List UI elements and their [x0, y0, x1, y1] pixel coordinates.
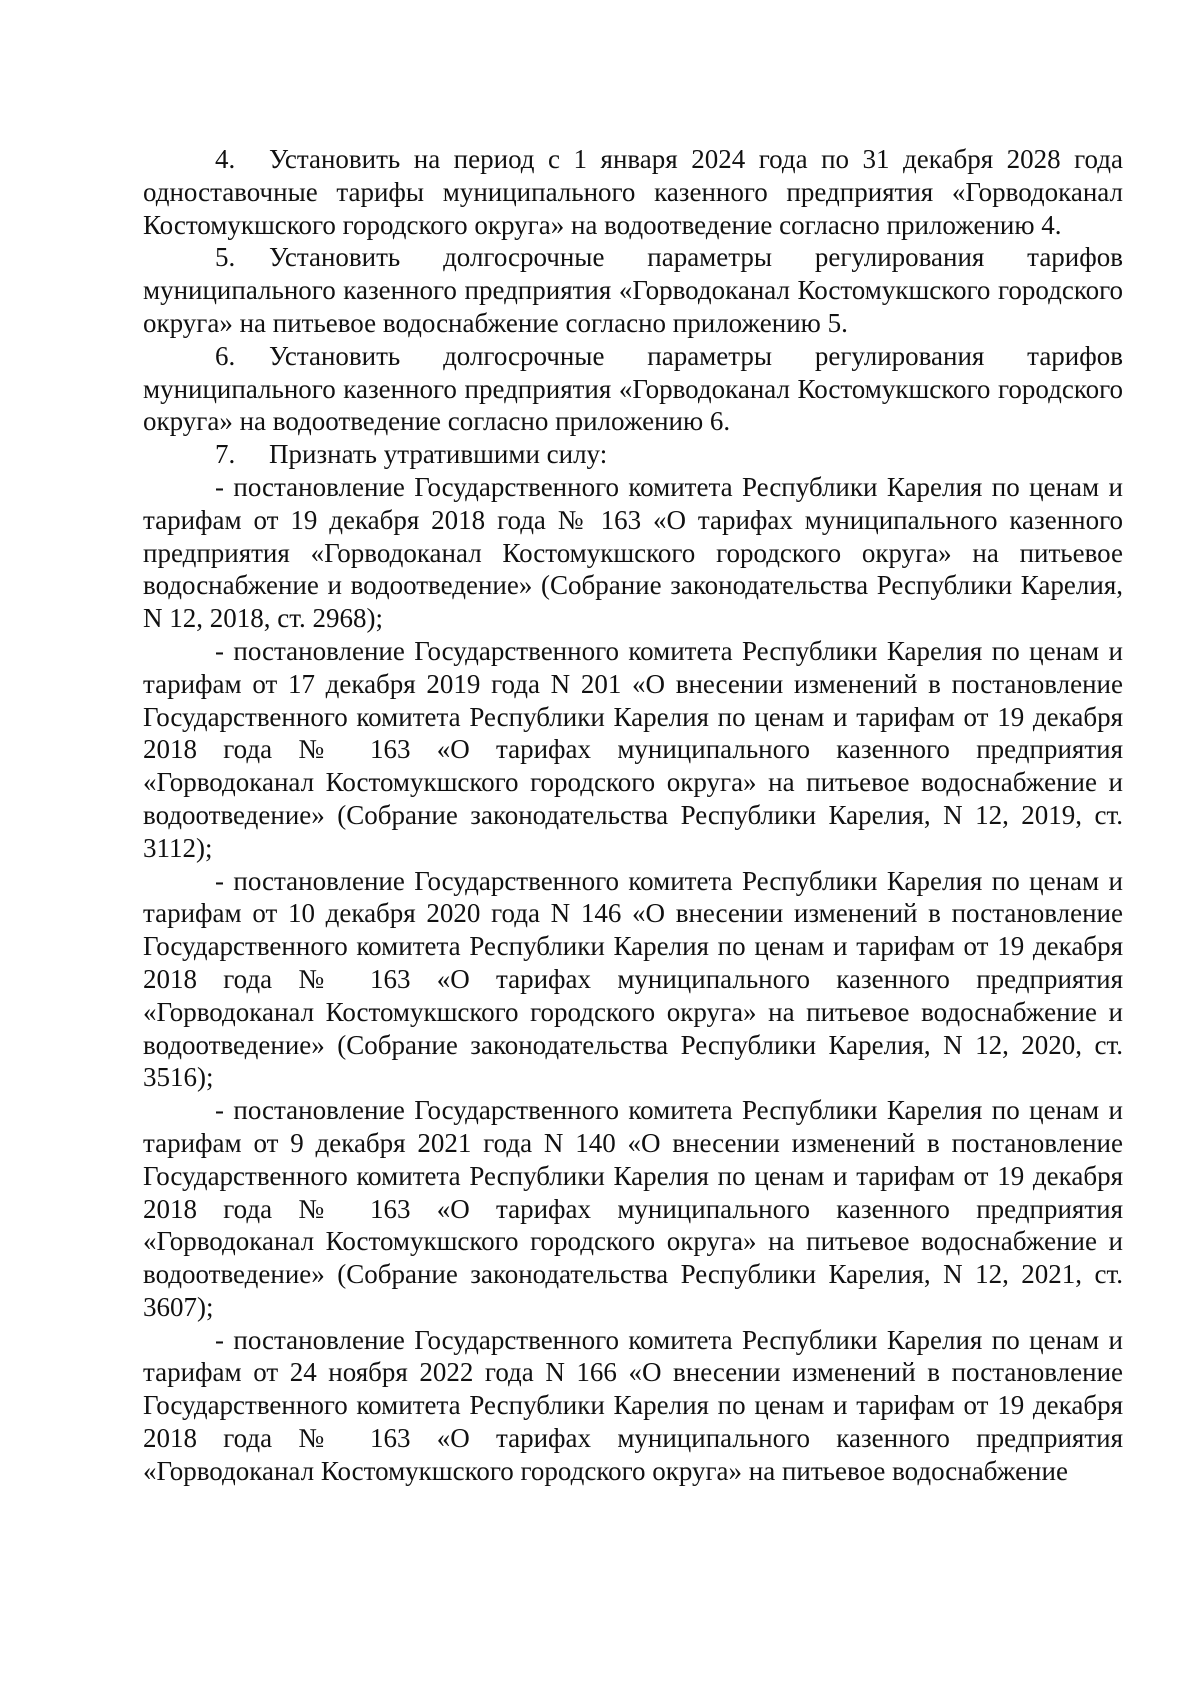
- item-number: 4.: [215, 144, 236, 174]
- item-number: 7.: [215, 439, 236, 470]
- item-text: Установить долгосрочные параметры регулирования тарифов муниципального казенного предприятия «Горводоканал Костомукшского городского округа» на питьевое водоснабжение согласно приложению 5.: [143, 242, 1123, 338]
- item-6: [143, 340, 1123, 438]
- repealed-item: - постановление Государственного комитета Республики Карелия по ценам и тарифам от 24 ноября 2022 года N 166 «О внесении изменений в постановление Государственного комитета Республики Карелия по ценам и тарифам от 19 декабря 2018 года № 163 «О тарифах муниципального казенного предприятия «Горводоканал Костомукшского городского округа» на питьевое водоснабжение: [143, 1324, 1123, 1486]
- item-5: [143, 241, 1123, 339]
- repealed-item: - постановление Государственного комитета Республики Карелия по ценам и тарифам от 10 декабря 2020 года N 146 «О внесении изменений в постановление Государственного комитета Республики Карелия по ценам и тарифам от 19 декабря 2018 года № 163 «О тарифах муниципального казенного предприятия «Горводоканал Костомукшского городского округа» на питьевое водоснабжение и водоотведение» (Собрание законодательства Республики Карелия, N 12, 2020, ст. 3516);: [143, 865, 1123, 1093]
- item-7: [143, 438, 1123, 471]
- document-page: [143, 143, 1123, 1488]
- item-text: Установить на период с 1 января 2024 года по 31 декабря 2028 года одноставочные тарифы муниципального казенного предприятия «Горводоканал Костомукшского городского округа» на водоотведение согласно приложению 4.: [143, 144, 1123, 240]
- item-text: Установить долгосрочные параметры регулирования тарифов муниципального казенного предприятия «Горводоканал Костомукшского городского округа» на водоотведение согласно приложению 6.: [143, 340, 1123, 437]
- repealed-item: - постановление Государственного комитета Республики Карелия по ценам и тарифам от 17 декабря 2019 года N 201 «О внесении изменений в постановление Государственного комитета Республики Карелия по ценам и тарифам от 19 декабря 2018 года № 163 «О тарифах муниципального казенного предприятия «Горводоканал Костомукшского городского округа» на питьевое водоснабжение и водоотведение» (Собрание законодательства Республики Карелия, N 12, 2019, ст. 3112);: [143, 635, 1123, 863]
- repealed-item: - постановление Государственного комитета Республики Карелия по ценам и тарифам от 19 декабря 2018 года № 163 «О тарифах муниципального казенного предприятия «Горводоканал Костомукшского городского округа» на питьевое водоснабжение и водоотведение» (Собрание законодательства Республики Карелия, N 12, 2018, ст. 2968);: [143, 471, 1123, 634]
- repealed-item: - постановление Государственного комитета Республики Карелия по ценам и тарифам от 9 декабря 2021 года N 140 «О внесении изменений в постановление Государственного комитета Республики Карелия по ценам и тарифам от 19 декабря 2018 года № 163 «О тарифах муниципального казенного предприятия «Горводоканал Костомукшского городского округа» на питьевое водоснабжение и водоотведение» (Собрание законодательства Республики Карелия, N 12, 2021, ст. 3607);: [143, 1095, 1123, 1322]
- item-text: Признать утратившими силу:: [269, 439, 608, 470]
- item-number: 6.: [215, 340, 236, 371]
- item-number: 5.: [215, 242, 236, 273]
- item-4: [143, 143, 1123, 241]
